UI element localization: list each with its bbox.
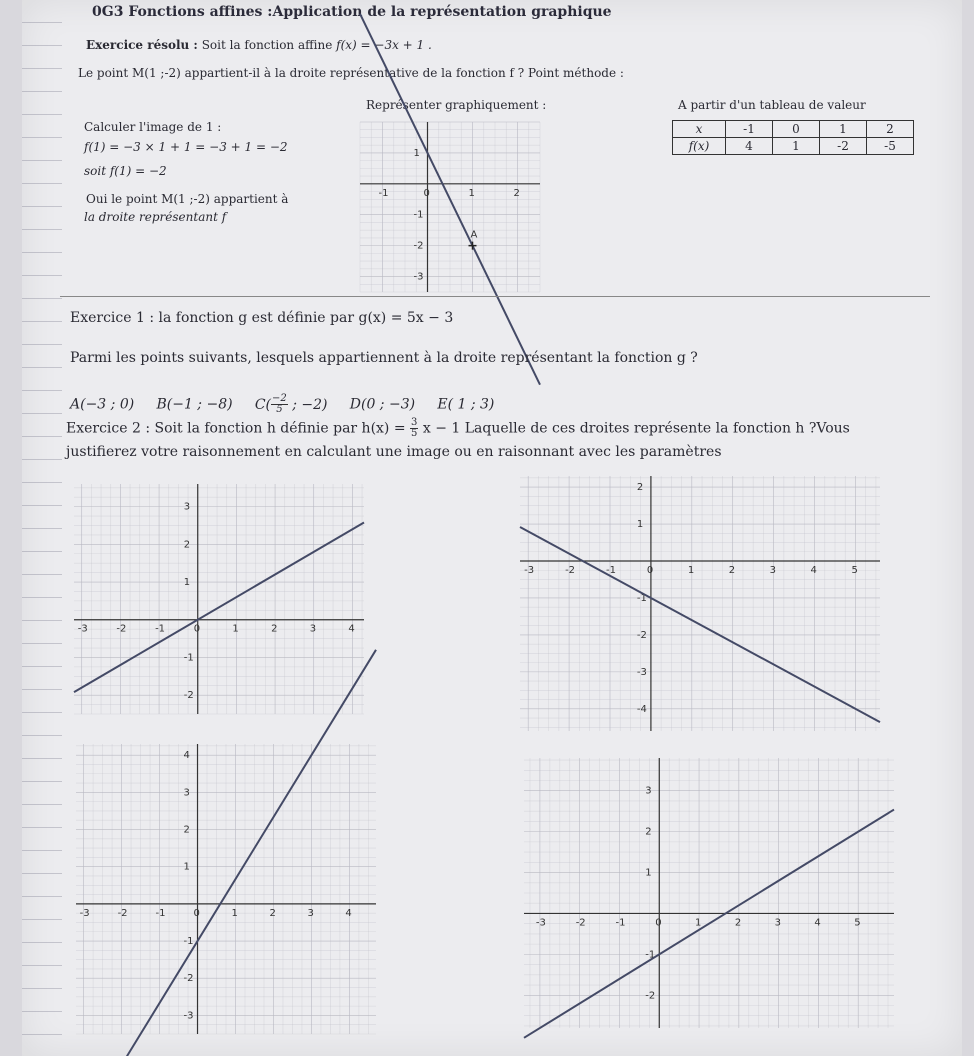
x-tick-label: 3: [307, 907, 314, 919]
y-tick-label: -2: [183, 973, 194, 985]
exercise1-question: Parmi les points suivants, lesquels appartiennent à la droite représentant la fonction g ?: [70, 350, 698, 366]
method-question: Le point M(1 ;-2) appartient-il à la droite représentative de la fonction f ? Point méthode :: [78, 66, 624, 80]
exercise2-suffix: x − 1 Laquelle de ces droites représente la fonction h ?Vous: [422, 420, 850, 437]
notebook-margin: [22, 0, 62, 1056]
chart-f-graph: [360, 122, 540, 292]
exercise2-statement: [66, 418, 850, 439]
x-tick-label: 1: [695, 917, 702, 929]
chart-graph-1: [74, 484, 364, 714]
chart-graph-3: [76, 744, 376, 1034]
value-table-x-cell: -1: [726, 121, 773, 138]
method1-heading: Calculer l'image de 1 :: [84, 120, 222, 134]
x-tick-label: 4: [814, 917, 821, 929]
exercise2-instruction: justifierez votre raisonnement en calculant une image ou en raisonnant avec les paramètres: [66, 444, 722, 460]
y-tick-label: 3: [645, 785, 652, 797]
value-table-f-cell: -2: [820, 138, 867, 155]
resolved-exercise-line: [86, 38, 432, 52]
value-table-x-cell: 1: [820, 121, 867, 138]
x-tick-label: -3: [535, 917, 546, 929]
point-c: [254, 393, 328, 415]
y-tick-label: 1: [183, 577, 191, 589]
x-tick-label: 0: [423, 187, 430, 199]
point-e: E( 1 ; 3): [437, 396, 495, 413]
x-tick-label: -3: [79, 907, 90, 919]
x-tick-label: 1: [687, 565, 695, 576]
point-c-fraction: [271, 394, 288, 415]
y-tick-label: -2: [636, 629, 647, 641]
x-tick-label: 2: [728, 565, 736, 576]
point-b: B(−1 ; −8): [156, 396, 233, 413]
value-table-x-cell: 2: [867, 121, 914, 138]
y-tick-label: 1: [413, 147, 420, 159]
method3-heading: A partir d'un tableau de valeur: [678, 98, 866, 112]
x-tick-label: 0: [193, 623, 201, 635]
y-tick-label: 1: [645, 867, 652, 879]
y-tick-label: -2: [645, 990, 656, 1002]
x-tick-label: -3: [524, 565, 535, 576]
y-tick-label: 3: [183, 501, 191, 513]
chart-graph-2: [520, 476, 880, 731]
x-tick-label: 0: [646, 565, 654, 576]
x-tick-label: -2: [565, 565, 576, 576]
exercise2-numerator: 3: [411, 417, 418, 428]
exercise1-points: [70, 394, 494, 415]
point-d: D(0 ; −3): [349, 396, 416, 413]
value-table: [672, 120, 914, 155]
resolved-exercise-function: f(x) = −3x + 1 .: [336, 38, 432, 52]
y-tick-label: -2: [413, 240, 424, 252]
x-tick-label: 4: [348, 623, 355, 635]
y-tick-label: 4: [183, 750, 190, 762]
x-tick-label: -2: [575, 917, 586, 929]
point-c-numerator: −2: [272, 393, 287, 404]
value-table-row-f: [673, 138, 914, 155]
y-tick-label: 2: [636, 482, 644, 494]
x-tick-label: -1: [155, 907, 166, 919]
y-tick-label: -4: [636, 703, 647, 715]
x-tick-label: -2: [116, 623, 127, 635]
x-tick-label: -1: [615, 917, 626, 929]
x-tick-label: 2: [513, 187, 520, 199]
exercise2-prefix: Exercice 2 : Soit la fonction h définie par h(x) =: [66, 420, 406, 437]
x-tick-label: 4: [345, 907, 352, 919]
y-tick-label: -1: [183, 936, 194, 948]
exercise1-statement: Exercice 1 : la fonction g est définie par g(x) = 5x − 3: [70, 310, 454, 326]
value-table-x-label: x: [673, 121, 726, 138]
x-tick-label: 3: [309, 623, 317, 635]
x-tick-label: -1: [606, 565, 616, 576]
y-tick-label: -3: [636, 666, 647, 678]
method1-conclusion-1: Oui le point M(1 ;-2) appartient à: [86, 192, 289, 206]
y-tick-label: -3: [183, 1010, 194, 1022]
x-tick-label: 2: [269, 907, 276, 919]
y-tick-label: 1: [636, 519, 644, 531]
x-tick-label: 1: [468, 187, 475, 199]
point-c-denominator: 5: [276, 404, 283, 415]
method1-result: soit f(1) = −2: [84, 164, 167, 178]
x-tick-label: 4: [810, 565, 817, 576]
resolved-exercise-label: Exercice résolu :: [86, 38, 198, 52]
y-tick-label: -1: [183, 652, 194, 664]
value-table-row-x: [673, 121, 914, 138]
page-title: 0G3 Fonctions affines :Application de la représentation graphique: [92, 4, 612, 20]
series-line: [520, 527, 880, 722]
y-tick-label: -1: [645, 949, 656, 961]
point-a: A(−3 ; 0): [70, 396, 135, 413]
y-tick-label: 2: [183, 539, 191, 551]
x-tick-label: -3: [77, 623, 88, 635]
value-table-f-cell: 1: [773, 138, 820, 155]
y-tick-label: 2: [645, 826, 652, 838]
x-tick-label: 2: [734, 917, 742, 929]
y-tick-label: -1: [636, 592, 647, 604]
resolved-exercise-text: Soit la fonction affine: [201, 38, 333, 52]
method2-heading: Représenter graphiquement :: [366, 98, 547, 112]
x-tick-label: 5: [854, 917, 861, 929]
x-tick-label: 5: [851, 565, 858, 576]
value-table-f-cell: 4: [726, 138, 773, 155]
x-tick-label: -1: [155, 623, 166, 635]
x-tick-label: -1: [378, 187, 389, 199]
section-divider: [60, 296, 930, 297]
x-tick-label: 3: [769, 565, 777, 576]
x-tick-label: 0: [193, 907, 200, 919]
y-tick-label: 3: [183, 787, 190, 799]
method1-conclusion-2: la droite représentant f: [84, 210, 227, 224]
method1-calculation: f(1) = −3 × 1 + 1 = −3 + 1 = −2: [84, 140, 288, 154]
y-tick-label: 1: [183, 861, 190, 873]
value-table-f-label: f(x): [673, 138, 726, 155]
exercise2-denominator: 5: [411, 428, 418, 439]
x-tick-label: 1: [231, 907, 238, 919]
point-c-prefix: C(: [254, 396, 272, 413]
x-tick-label: 1: [232, 623, 239, 635]
x-tick-label: 2: [271, 623, 278, 635]
x-tick-label: -2: [117, 907, 128, 919]
y-tick-label: -3: [413, 271, 424, 283]
x-tick-label: 3: [774, 917, 781, 929]
point-c-suffix: ; −2): [287, 396, 328, 413]
y-tick-label: 2: [183, 824, 190, 836]
y-tick-label: -1: [413, 209, 424, 221]
value-table-x-cell: 0: [773, 121, 820, 138]
chart-graph-4: [524, 758, 894, 1028]
value-table-f-cell: -5: [867, 138, 914, 155]
point-label: A: [470, 229, 478, 241]
x-tick-label: 0: [655, 917, 662, 929]
y-tick-label: -2: [183, 690, 194, 702]
exercise2-fraction: [410, 418, 418, 439]
